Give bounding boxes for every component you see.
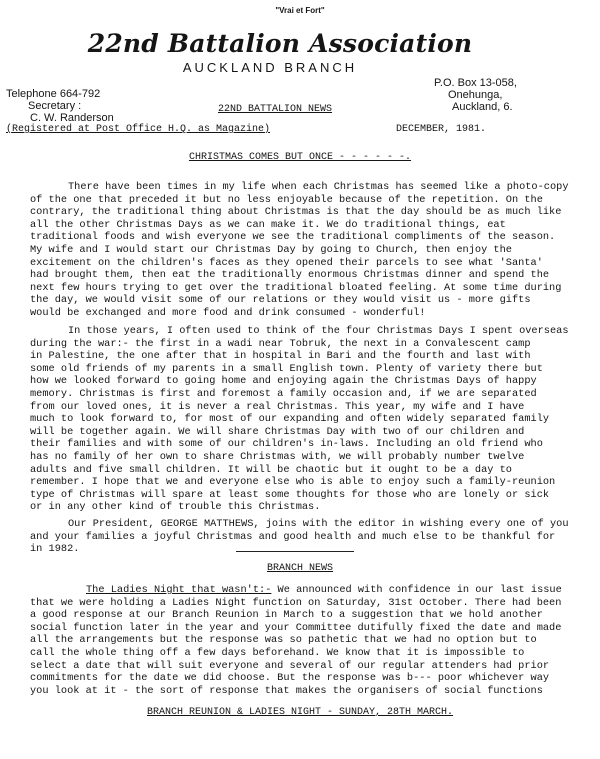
- paragraph-1: There have been times in my life when each Christmas has seemed like a photo-copy of the one that preceded it but no less enjoyable because of the repetition. On the contrary, the traditional thing about Christmas is that the day should be as much like all the other Christmas Days as we can make it. We do traditional things, eat traditional foods and wish everyone we see the traditional compliments of the season. My wife and I would start our Christmas Day by going to Church, then enjoy the excitement on the children's faces as they opened their parcels to see what 'Santa' had brought them, then eat the traditionally enormous Christmas dinner and spend the next few hours trying to get over the traditional bloated feeling. At some time during the day, we would visit some of our relations or they would visit us - more gifts would be exchanged and more food and drink consumed - wonderful!: [30, 181, 569, 319]
- newsletter-title: 22ND BATTALION NEWS: [218, 104, 333, 115]
- registration-note: (Registered at Post Office H.Q. as Magazine): [6, 124, 271, 135]
- ladies-night-lead-in: The Ladies Night that wasn't:-: [86, 584, 272, 596]
- secretary-label: Secretary :: [28, 100, 82, 112]
- article-heading-christmas: CHRISTMAS COMES BUT ONCE - - - - - -.: [188, 152, 412, 163]
- article-heading-branch-news: BRANCH NEWS: [266, 563, 333, 574]
- address-line-2: Onehunga,: [448, 89, 503, 101]
- paragraph-3: Our President, GEORGE MATTHEWS, joins with the editor in wishing every one of you and your families a joyful Christmas and good health and much else to be thankful for in 1982.: [30, 518, 569, 556]
- address-line-3: Auckland, 6.: [452, 101, 513, 113]
- paragraph-ladies-night: The Ladies Night that wasn't:- We announced with confidence in our last issue that we were holding a Ladies Night function on Saturday, 31st October. There had been a good response at our Branch Reunion in March to a suggestion that we hold another social function later in the year and your Committee dutifully fixed the date and made all the arrangements but the response was so pathetic that we had no option but to call the whole thing off a few days beforehand. We know that it is impossible to select a date that will suit everyone and several of our regular attenders had prior commitments for the date we did choose. But the response was b--- poor whichever way you look at it - the sort of response that makes the organisers of social functions: [30, 584, 562, 697]
- section-divider: [236, 551, 354, 552]
- branch-name: AUCKLAND BRANCH: [182, 60, 358, 75]
- next-section-heading: BRANCH REUNION & LADIES NIGHT - SUNDAY, 28TH MARCH.: [146, 707, 454, 718]
- address-line-1: P.O. Box 13-058,: [434, 77, 517, 89]
- paragraph-2: In those years, I often used to think of the four Christmas Days I spent overseas during the war:- the first in a wadi near Tobruk, the next in a Convalescent camp in Palestine, the one after that in hospital in Bari and the fourth and last with some old friends of my parents in a small English town. Plenty of variety there but how we looked forward to going home and enjoying again the Christmas Days of happy memory. Christmas is first and foremost a family occasion and, if we are separated from our loved ones, it is never a real Christmas. This year, my wife and I have much to look forward to, for most of our expanding and often widely separated family will be together again. We will share Christmas Day with two of our children and their families and with some of our children's in-laws. Including an old friend who has no family of her own to share Christmas with, we will probably number twelve adults and five small children. It will be chaotic but it ought to be a day to remember. I hope that we and everyone else who is able to enjoy such a family-reunion type of Christmas will spare at least some thoughts for those who are lonely or sick or in any other kind of trouble this Christmas.: [30, 325, 569, 514]
- secretary-name: C. W. Randerson: [30, 112, 114, 124]
- telephone: Telephone 664-792: [6, 88, 101, 100]
- issue-date: DECEMBER, 1981.: [396, 124, 487, 135]
- regimental-motto: "Vrai et Fort": [275, 6, 325, 15]
- masthead-title: 22nd Battalion Association: [87, 29, 473, 58]
